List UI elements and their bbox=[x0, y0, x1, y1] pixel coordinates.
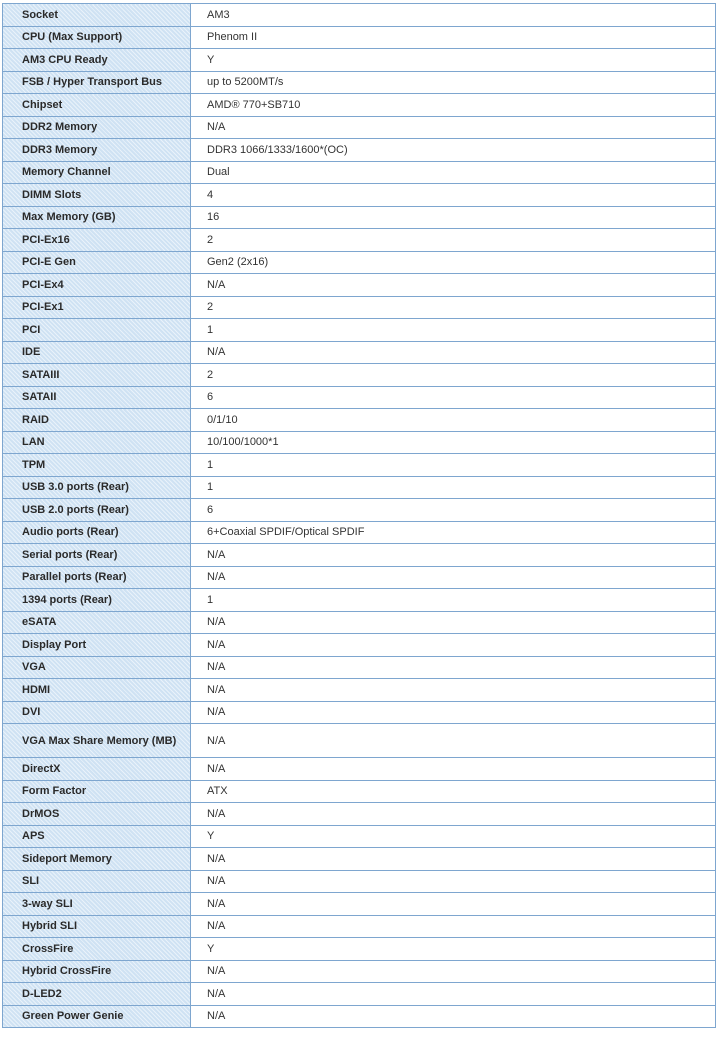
spec-row bbox=[3, 229, 716, 252]
spec-row bbox=[3, 71, 716, 94]
spec-label: SLI bbox=[3, 870, 191, 893]
spec-value: Phenom II bbox=[191, 26, 716, 49]
spec-label: IDE bbox=[3, 341, 191, 364]
spec-value: N/A bbox=[191, 960, 716, 983]
spec-label: Socket bbox=[3, 4, 191, 27]
spec-label: CPU (Max Support) bbox=[3, 26, 191, 49]
spec-label: Serial ports (Rear) bbox=[3, 544, 191, 567]
spec-row bbox=[3, 825, 716, 848]
spec-value: N/A bbox=[191, 274, 716, 297]
spec-value: N/A bbox=[191, 116, 716, 139]
spec-label: Chipset bbox=[3, 94, 191, 117]
spec-label: DIMM Slots bbox=[3, 184, 191, 207]
spec-row bbox=[3, 364, 716, 387]
spec-value: N/A bbox=[191, 1005, 716, 1028]
spec-row bbox=[3, 701, 716, 724]
spec-label: VGA bbox=[3, 656, 191, 679]
spec-value: 0/1/10 bbox=[191, 409, 716, 432]
spec-label: eSATA bbox=[3, 611, 191, 634]
spec-value: N/A bbox=[191, 544, 716, 567]
spec-row bbox=[3, 870, 716, 893]
spec-value: Dual bbox=[191, 161, 716, 184]
spec-label: PCI-Ex4 bbox=[3, 274, 191, 297]
spec-row bbox=[3, 521, 716, 544]
spec-value: N/A bbox=[191, 566, 716, 589]
spec-row bbox=[3, 409, 716, 432]
spec-label: 1394 ports (Rear) bbox=[3, 589, 191, 612]
spec-row bbox=[3, 758, 716, 781]
spec-label: SATAIII bbox=[3, 364, 191, 387]
spec-value: 6 bbox=[191, 386, 716, 409]
spec-label: Display Port bbox=[3, 634, 191, 657]
spec-row bbox=[3, 49, 716, 72]
spec-row bbox=[3, 499, 716, 522]
spec-label: FSB / Hyper Transport Bus bbox=[3, 71, 191, 94]
spec-row bbox=[3, 116, 716, 139]
spec-row bbox=[3, 803, 716, 826]
spec-row bbox=[3, 251, 716, 274]
spec-value: N/A bbox=[191, 656, 716, 679]
spec-label: 3-way SLI bbox=[3, 893, 191, 916]
spec-value: AMD® 770+SB710 bbox=[191, 94, 716, 117]
spec-label: DirectX bbox=[3, 758, 191, 781]
spec-label: Memory Channel bbox=[3, 161, 191, 184]
spec-row bbox=[3, 161, 716, 184]
spec-row bbox=[3, 454, 716, 477]
spec-label: PCI bbox=[3, 319, 191, 342]
spec-label: AM3 CPU Ready bbox=[3, 49, 191, 72]
spec-row bbox=[3, 960, 716, 983]
spec-value: N/A bbox=[191, 848, 716, 871]
spec-value: Gen2 (2x16) bbox=[191, 251, 716, 274]
spec-value: N/A bbox=[191, 893, 716, 916]
spec-row bbox=[3, 386, 716, 409]
spec-label: PCI-Ex1 bbox=[3, 296, 191, 319]
spec-label: DVI bbox=[3, 701, 191, 724]
spec-value: 1 bbox=[191, 589, 716, 612]
spec-value: N/A bbox=[191, 611, 716, 634]
spec-label: Hybrid SLI bbox=[3, 915, 191, 938]
spec-value: N/A bbox=[191, 724, 716, 758]
spec-label: Hybrid CrossFire bbox=[3, 960, 191, 983]
spec-row bbox=[3, 1005, 716, 1028]
spec-row bbox=[3, 848, 716, 871]
spec-label: SATAII bbox=[3, 386, 191, 409]
spec-label: Audio ports (Rear) bbox=[3, 521, 191, 544]
spec-value: AM3 bbox=[191, 4, 716, 27]
spec-value: 10/100/1000*1 bbox=[191, 431, 716, 454]
spec-label: DrMOS bbox=[3, 803, 191, 826]
spec-label: APS bbox=[3, 825, 191, 848]
spec-row bbox=[3, 139, 716, 162]
spec-row bbox=[3, 983, 716, 1006]
spec-label: Green Power Genie bbox=[3, 1005, 191, 1028]
spec-row bbox=[3, 341, 716, 364]
spec-row bbox=[3, 724, 716, 758]
spec-value: 16 bbox=[191, 206, 716, 229]
spec-label: HDMI bbox=[3, 679, 191, 702]
spec-value: 2 bbox=[191, 296, 716, 319]
spec-value: 4 bbox=[191, 184, 716, 207]
spec-row bbox=[3, 611, 716, 634]
spec-label: USB 2.0 ports (Rear) bbox=[3, 499, 191, 522]
spec-row bbox=[3, 566, 716, 589]
spec-row bbox=[3, 296, 716, 319]
spec-value: N/A bbox=[191, 870, 716, 893]
spec-row bbox=[3, 206, 716, 229]
spec-value: Y bbox=[191, 938, 716, 961]
spec-row bbox=[3, 589, 716, 612]
spec-label: RAID bbox=[3, 409, 191, 432]
spec-value: N/A bbox=[191, 915, 716, 938]
spec-label: Sideport Memory bbox=[3, 848, 191, 871]
spec-value: 6 bbox=[191, 499, 716, 522]
spec-value: N/A bbox=[191, 701, 716, 724]
spec-label: CrossFire bbox=[3, 938, 191, 961]
spec-label: USB 3.0 ports (Rear) bbox=[3, 476, 191, 499]
spec-label: DDR3 Memory bbox=[3, 139, 191, 162]
spec-row bbox=[3, 634, 716, 657]
spec-label: Max Memory (GB) bbox=[3, 206, 191, 229]
spec-value: 2 bbox=[191, 364, 716, 387]
spec-value: N/A bbox=[191, 679, 716, 702]
spec-value: N/A bbox=[191, 803, 716, 826]
spec-label: D-LED2 bbox=[3, 983, 191, 1006]
spec-row bbox=[3, 893, 716, 916]
spec-row bbox=[3, 938, 716, 961]
spec-row bbox=[3, 26, 716, 49]
spec-table-body bbox=[3, 4, 716, 1028]
spec-value: 1 bbox=[191, 476, 716, 499]
spec-value: Y bbox=[191, 825, 716, 848]
spec-value: ATX bbox=[191, 780, 716, 803]
spec-label: LAN bbox=[3, 431, 191, 454]
spec-row bbox=[3, 780, 716, 803]
spec-value: DDR3 1066/1333/1600*(OC) bbox=[191, 139, 716, 162]
spec-label: Form Factor bbox=[3, 780, 191, 803]
spec-value: 1 bbox=[191, 454, 716, 477]
spec-row bbox=[3, 679, 716, 702]
spec-table bbox=[2, 3, 716, 1028]
spec-row bbox=[3, 656, 716, 679]
spec-value: N/A bbox=[191, 983, 716, 1006]
spec-value: up to 5200MT/s bbox=[191, 71, 716, 94]
spec-row bbox=[3, 184, 716, 207]
spec-label: Parallel ports (Rear) bbox=[3, 566, 191, 589]
spec-value: 6+Coaxial SPDIF/Optical SPDIF bbox=[191, 521, 716, 544]
spec-label: TPM bbox=[3, 454, 191, 477]
spec-row bbox=[3, 319, 716, 342]
spec-value: N/A bbox=[191, 758, 716, 781]
spec-label: VGA Max Share Memory (MB) bbox=[3, 724, 191, 758]
spec-row bbox=[3, 431, 716, 454]
spec-value: N/A bbox=[191, 341, 716, 364]
spec-value: 2 bbox=[191, 229, 716, 252]
spec-row bbox=[3, 94, 716, 117]
spec-label: PCI-E Gen bbox=[3, 251, 191, 274]
spec-row bbox=[3, 915, 716, 938]
spec-row bbox=[3, 274, 716, 297]
spec-value: N/A bbox=[191, 634, 716, 657]
spec-label: PCI-Ex16 bbox=[3, 229, 191, 252]
spec-value: Y bbox=[191, 49, 716, 72]
spec-row bbox=[3, 476, 716, 499]
spec-label: DDR2 Memory bbox=[3, 116, 191, 139]
spec-value: 1 bbox=[191, 319, 716, 342]
spec-row bbox=[3, 544, 716, 567]
spec-row bbox=[3, 4, 716, 27]
